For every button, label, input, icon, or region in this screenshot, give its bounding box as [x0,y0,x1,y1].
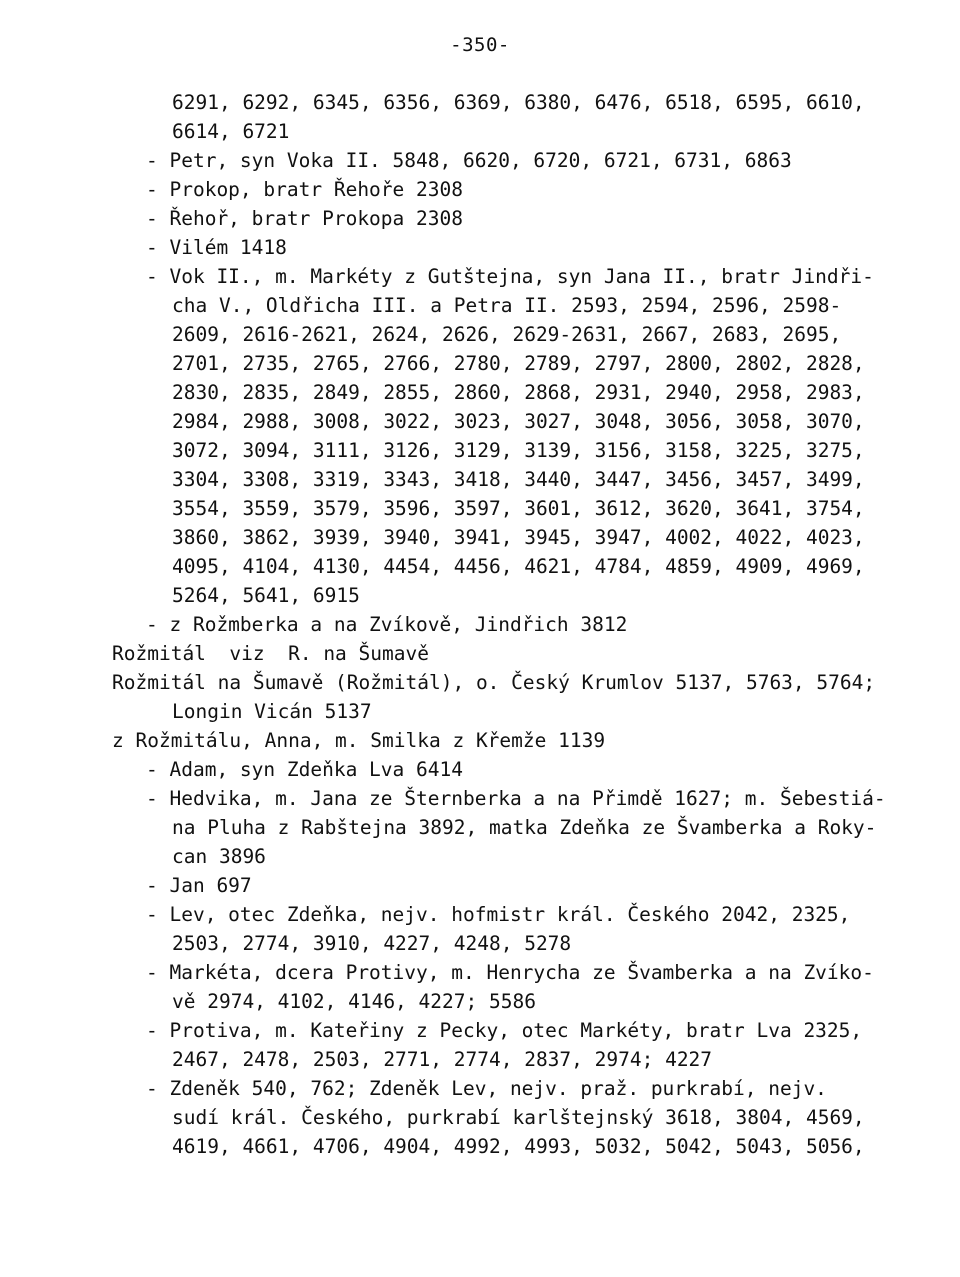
index-line: - Protiva, m. Kateřiny z Pecky, otec Markéty, bratr Lva 2325, [146,1019,863,1042]
index-line: 4619, 4661, 4706, 4904, 4992, 4993, 5032, 5042, 5043, 5056, [172,1135,865,1158]
index-line: - Vok II., m. Markéty z Gutštejna, syn Jana II., bratr Jindři- [146,265,874,288]
page-number: -350- [450,34,510,56]
index-line: 3554, 3559, 3579, 3596, 3597, 3601, 3612, 3620, 3641, 3754, [172,497,865,520]
index-line: 4095, 4104, 4130, 4454, 4456, 4621, 4784, 4859, 4909, 4969, [172,555,865,578]
index-line: Rožmitál viz R. na Šumavě [112,642,429,665]
index-line: 5264, 5641, 6915 [172,584,360,607]
index-line: - Hedvika, m. Jana ze Šternberka a na Přimdě 1627; m. Šebestiá- [146,787,886,810]
index-line: - Adam, syn Zdeňka Lva 6414 [146,758,463,781]
index-line: cha V., Oldřicha III. a Petra II. 2593, 2594, 2596, 2598- [172,294,842,317]
index-line: - Markéta, dcera Protivy, m. Henrycha ze Švamberka a na Zvíko- [146,961,874,984]
index-line: 3860, 3862, 3939, 3940, 3941, 3945, 3947, 4002, 4022, 4023, [172,526,865,549]
index-line: 2503, 2774, 3910, 4227, 4248, 5278 [172,932,572,955]
index-line: - Vilém 1418 [146,236,287,259]
index-line: 6614, 6721 [172,120,290,143]
index-line: - Řehoř, bratr Prokopa 2308 [146,207,463,230]
index-line: - Petr, syn Voka II. 5848, 6620, 6720, 6721, 6731, 6863 [146,149,792,172]
index-line: 3304, 3308, 3319, 3343, 3418, 3440, 3447, 3456, 3457, 3499, [172,468,865,491]
index-line: - Prokop, bratr Řehoře 2308 [146,178,463,201]
index-line: 6291, 6292, 6345, 6356, 6369, 6380, 6476, 6518, 6595, 6610, [172,91,865,114]
index-line: can 3896 [172,845,266,868]
index-line: - Zdeněk 540, 762; Zdeněk Lev, nejv. praž. purkrabí, nejv. [146,1077,827,1100]
index-line: 2609, 2616-2621, 2624, 2626, 2629-2631, 2667, 2683, 2695, [172,323,842,346]
index-line: sudí král. Českého, purkrabí karlštejnský 3618, 3804, 4569, [172,1106,865,1129]
index-line: na Pluha z Rabštejna 3892, matka Zdeňka ze Švamberka a Roky- [172,816,877,839]
index-line: z Rožmitálu, Anna, m. Smilka z Křemže 1139 [112,729,606,752]
index-line: 3072, 3094, 3111, 3126, 3129, 3139, 3156, 3158, 3225, 3275, [172,439,865,462]
index-line: 2467, 2478, 2503, 2771, 2774, 2837, 2974; 4227 [172,1048,713,1071]
index-line: - Lev, otec Zdeňka, nejv. hofmistr král. Českého 2042, 2325, [146,903,851,926]
index-line: 2830, 2835, 2849, 2855, 2860, 2868, 2931, 2940, 2958, 2983, [172,381,865,404]
index-line: 2701, 2735, 2765, 2766, 2780, 2789, 2797, 2800, 2802, 2828, [172,352,865,375]
index-line: 2984, 2988, 3008, 3022, 3023, 3027, 3048, 3056, 3058, 3070, [172,410,865,433]
index-line: Longin Vicán 5137 [172,700,372,723]
index-line: vě 2974, 4102, 4146, 4227; 5586 [172,990,536,1013]
index-line: Rožmitál na Šumavě (Rožmitál), o. Český Krumlov 5137, 5763, 5764; [112,671,876,694]
index-line: - z Rožmberka a na Zvíkově, Jindřich 3812 [146,613,628,636]
index-line: - Jan 697 [146,874,252,897]
